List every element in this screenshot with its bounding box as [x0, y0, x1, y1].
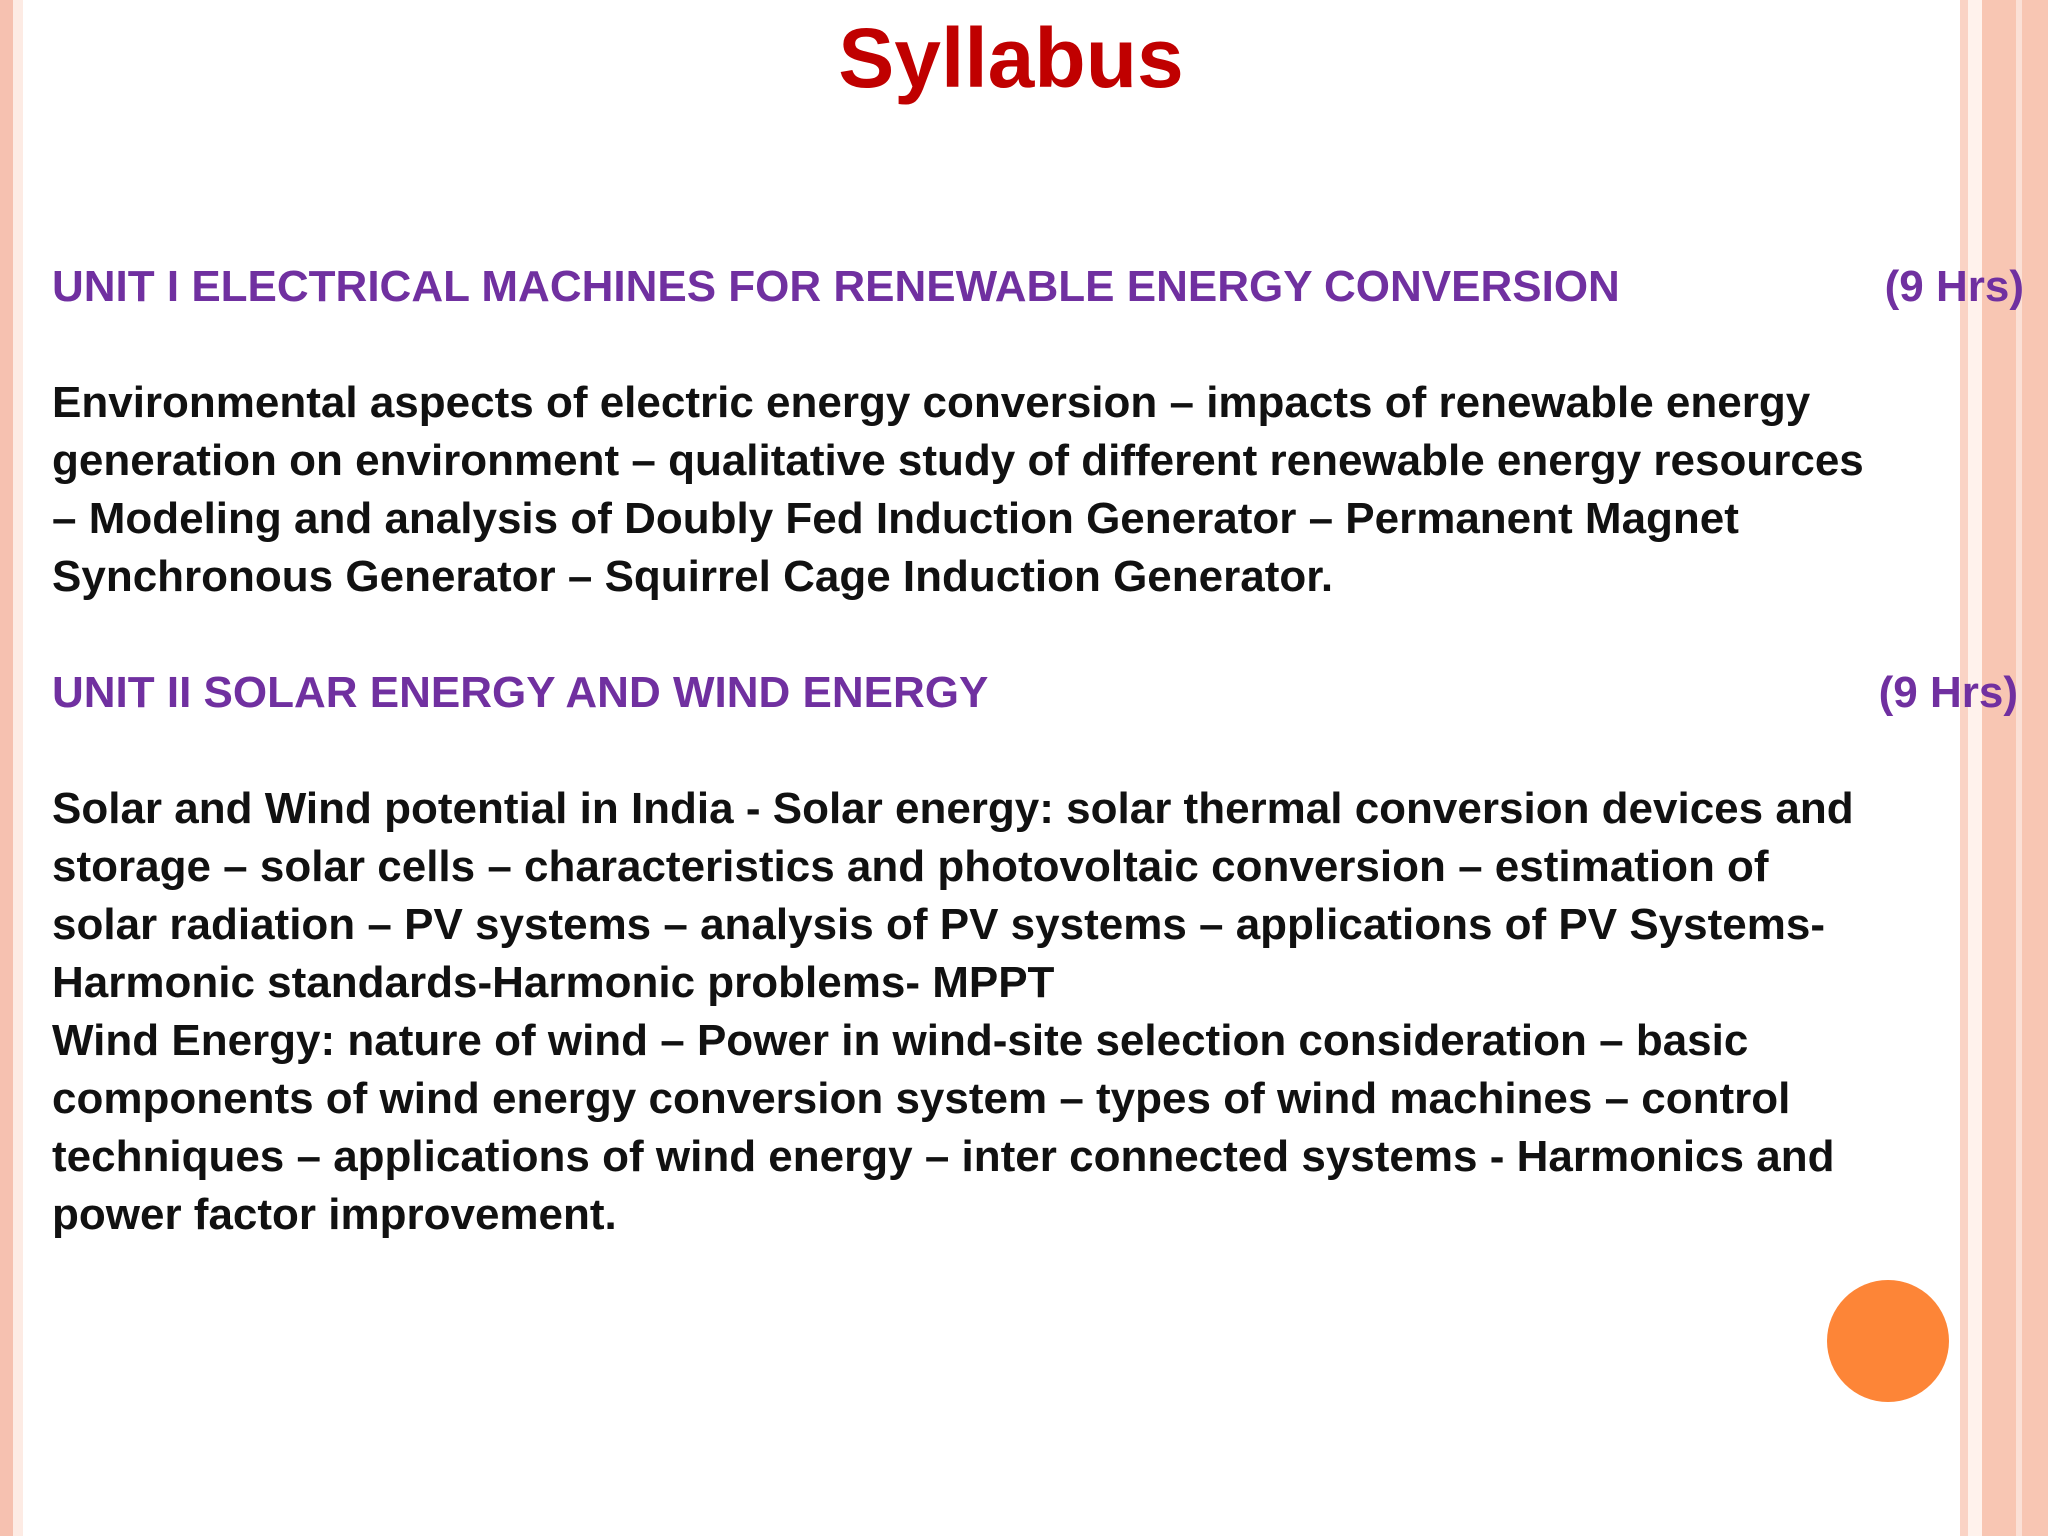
unit-2-line: power factor improvement.	[52, 1190, 617, 1239]
spacer	[52, 316, 2048, 374]
unit-1-line: Environmental aspects of electric energy conversion – impacts of renewable energy	[52, 378, 1811, 427]
unit-2-hours: (9 Hrs)	[1878, 668, 2018, 717]
unit-2-line: Solar and Wind potential in India - Solar energy: solar thermal conversion devices and	[52, 784, 1854, 833]
unit-1-heading	[52, 258, 2024, 316]
spacer	[52, 606, 2048, 664]
unit-2-description	[52, 780, 2048, 1244]
spacer	[52, 722, 2048, 780]
unit-2-line: storage – solar cells – characteristics and photovoltaic conversion – estimation of	[52, 842, 1769, 891]
unit-1-line: Synchronous Generator – Squirrel Cage Induction Generator.	[52, 552, 1334, 601]
unit-2-line: Harmonic standards-Harmonic problems- MPPT	[52, 958, 1055, 1007]
unit-1-line: – Modeling and analysis of Doubly Fed Induction Generator – Permanent Magnet	[52, 494, 1739, 543]
unit-1-line: generation on environment – qualitative study of different renewable energy resources	[52, 436, 1864, 485]
left-decorative-stripe-inner	[13, 0, 23, 1536]
unit-2-line: solar radiation – PV systems – analysis of PV systems – applications of PV Systems-	[52, 900, 1825, 949]
decorative-orange-circle	[1827, 1280, 1949, 1402]
unit-2-heading	[52, 664, 2018, 722]
unit-2-title: UNIT II SOLAR ENERGY AND WIND ENERGY	[52, 668, 989, 717]
slide-title: Syllabus	[838, 11, 1184, 105]
unit-2-line: components of wind energy conversion system – types of wind machines – control	[52, 1074, 1791, 1123]
unit-1-hours: (9 Hrs)	[1884, 262, 2024, 311]
left-decorative-stripe	[0, 0, 13, 1536]
unit-1-description	[52, 374, 2048, 606]
unit-2-line: techniques – applications of wind energy – inter connected systems - Harmonics and	[52, 1132, 1835, 1181]
unit-2-line: Wind Energy: nature of wind – Power in wind-site selection consideration – basic	[52, 1016, 1749, 1065]
syllabus-content	[52, 258, 2048, 1244]
unit-1-title: UNIT I ELECTRICAL MACHINES FOR RENEWABLE ENERGY CONVERSION	[52, 262, 1620, 311]
